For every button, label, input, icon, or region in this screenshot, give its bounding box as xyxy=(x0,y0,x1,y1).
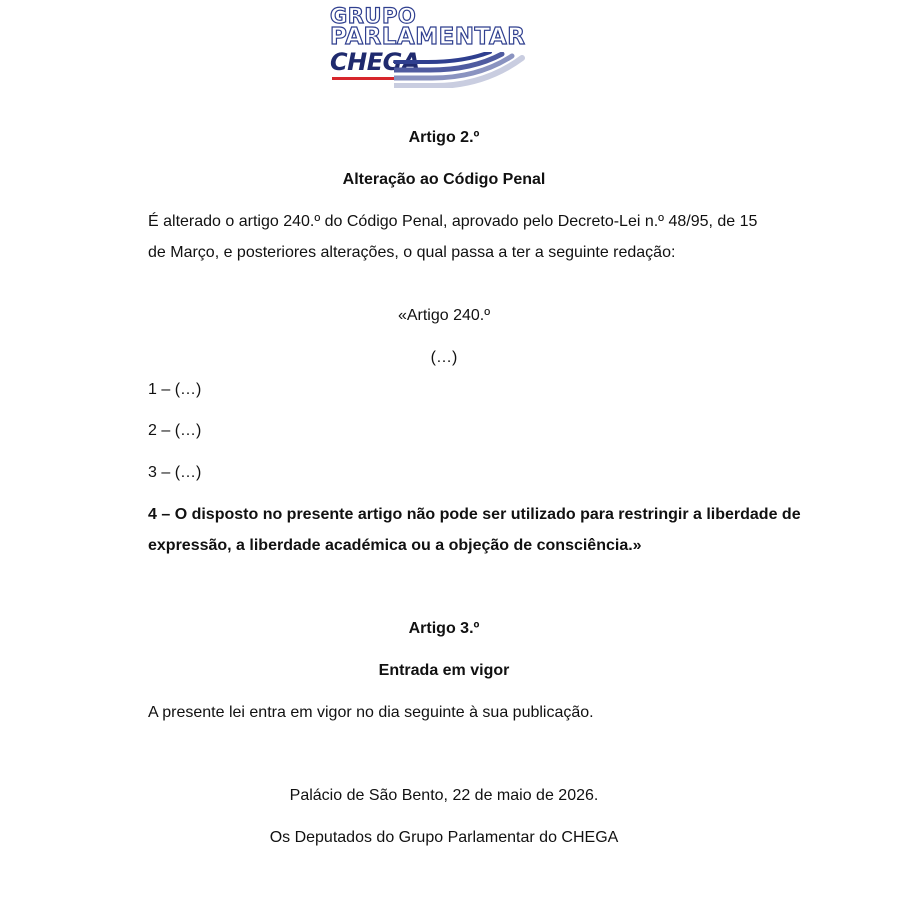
logo-red-underline xyxy=(332,77,394,80)
article-3-title: Entrada em vigor xyxy=(378,662,510,679)
article-2-title: Alteração ao Código Penal xyxy=(342,171,546,188)
party-logo xyxy=(330,4,530,88)
quoted-item-4-line-1: 4 – O disposto no presente artigo não pode ser utilizado para restringir a liberdade de xyxy=(148,506,801,523)
signature-line: Os Deputados do Grupo Parlamentar do CHEGA xyxy=(269,829,619,846)
logo-text-chega: CHEGA xyxy=(330,48,420,76)
quoted-article-heading: «Artigo 240.º xyxy=(397,307,491,324)
article-3-body: A presente lei entra em vigor no dia seguinte à sua publicação. xyxy=(148,704,594,721)
parliament-arcs-icon xyxy=(394,52,530,88)
quoted-item-2: 2 – (…) xyxy=(148,422,202,439)
quoted-ellipsis: (…) xyxy=(430,349,458,366)
quoted-item-3: 3 – (…) xyxy=(148,464,202,481)
logo-text-grupo: GRUPO xyxy=(330,4,417,28)
quoted-item-1: 1 – (…) xyxy=(148,381,202,398)
place-date: Palácio de São Bento, 22 de maio de 2026. xyxy=(289,787,599,804)
article-2-body-line-1: É alterado o artigo 240.º do Código Penal, aprovado pelo Decreto-Lei n.º 48/95, de 15 xyxy=(148,213,758,230)
article-3-heading: Artigo 3.º xyxy=(408,620,480,637)
article-2-heading: Artigo 2.º xyxy=(408,129,480,146)
logo-text-parlamentar: PARLAMENTAR xyxy=(330,24,526,50)
article-2-body-line-2: de Março, e posteriores alterações, o qual passa a ter a seguinte redação: xyxy=(148,244,676,261)
quoted-item-4-line-2: expressão, a liberdade académica ou a objeção de consciência.» xyxy=(148,537,642,554)
